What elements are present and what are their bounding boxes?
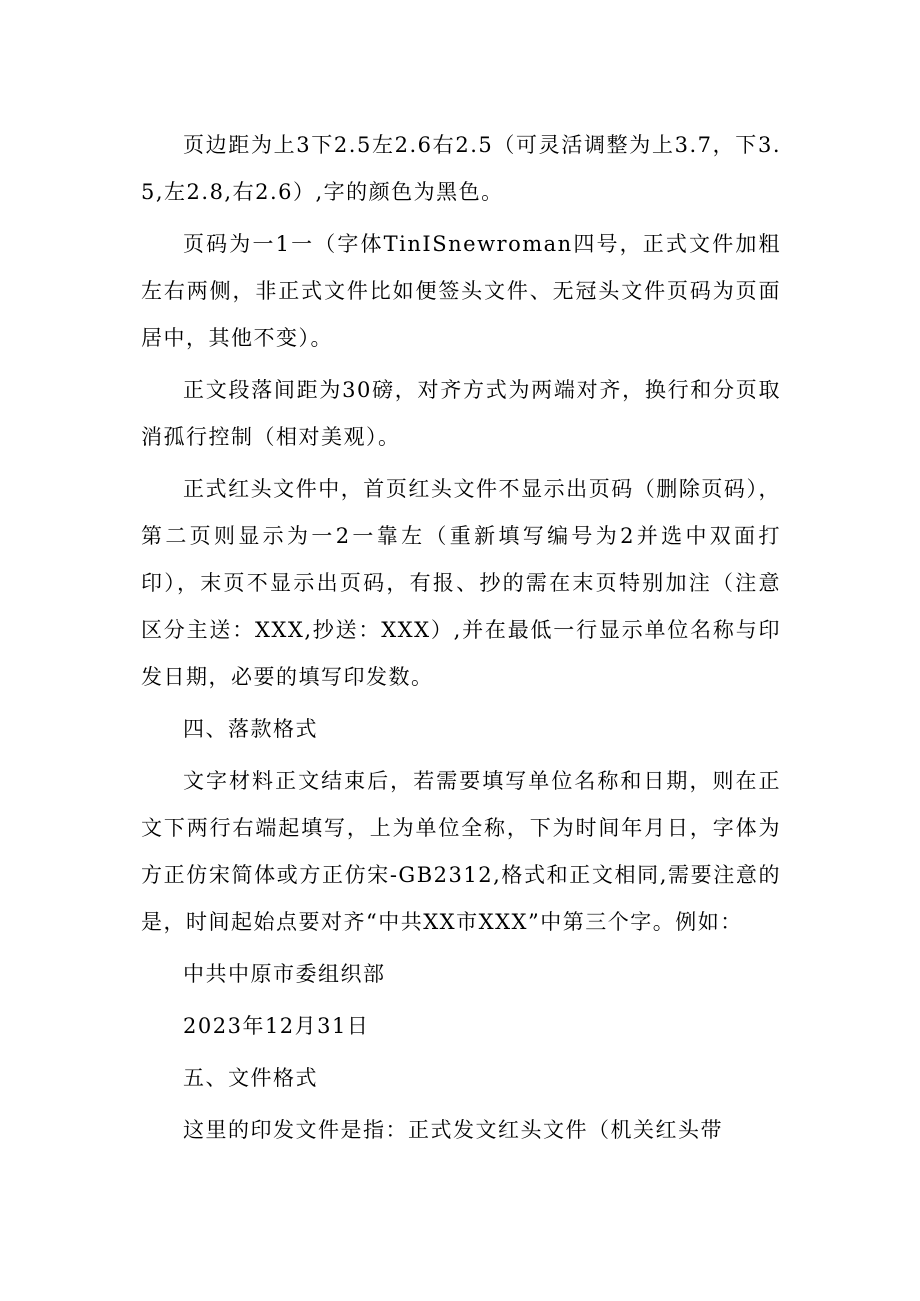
example-date: 2023年12月31日 [183, 1014, 370, 1038]
paragraph-signature: 文字材料正文结束后，若需要填写单位名称和日期，则在正文下两行右端起填写，上为单位全称，下为时间年月日，字体为方正仿宋简体或方正仿宋-GB2312,格式和正文相同,需要注意的是，时间起始点要对齐“中共XX市XXX”中第三个字。例如： [141, 769, 781, 934]
paragraph-file-format: 这里的印发文件是指：正式发文红头文件（机关红头带 [183, 1118, 723, 1142]
document-body [141, 122, 781, 1159]
heading-file-format: 五、文件格式 [183, 1066, 318, 1090]
paragraph-margins: 页边距为上3下2.5左2.6右2.5（可灵活调整为上3.7，下3.5,左2.8,右2.6）,字的颜色为黑色。 [141, 133, 781, 204]
paragraph-spacing: 正文段落间距为30磅，对齐方式为两端对齐，换行和分页取消孤行控制（相对美观）。 [141, 378, 781, 449]
example-unit-name: 中共中原市委组织部 [183, 962, 386, 986]
paragraph-red-header: 正式红头文件中，首页红头文件不显示出页码（删除页码），第二页则显示为一2一靠左（重新填写编号为2并选中双面打印），末页不显示出页码，有报、抄的需在末页特别加注（注意区分主送：XXX,抄送：XXX）,并在最低一行显示单位名称与印发日期，必要的填写印发数。 [141, 477, 781, 689]
heading-signature-format: 四、落款格式 [183, 717, 318, 741]
paragraph-page-number: 页码为一1一（字体TinISnewroman四号，正式文件加粗左右两侧，非正式文件比如便签头文件、无冠头文件页码为页面居中，其他不变）。 [141, 232, 781, 350]
